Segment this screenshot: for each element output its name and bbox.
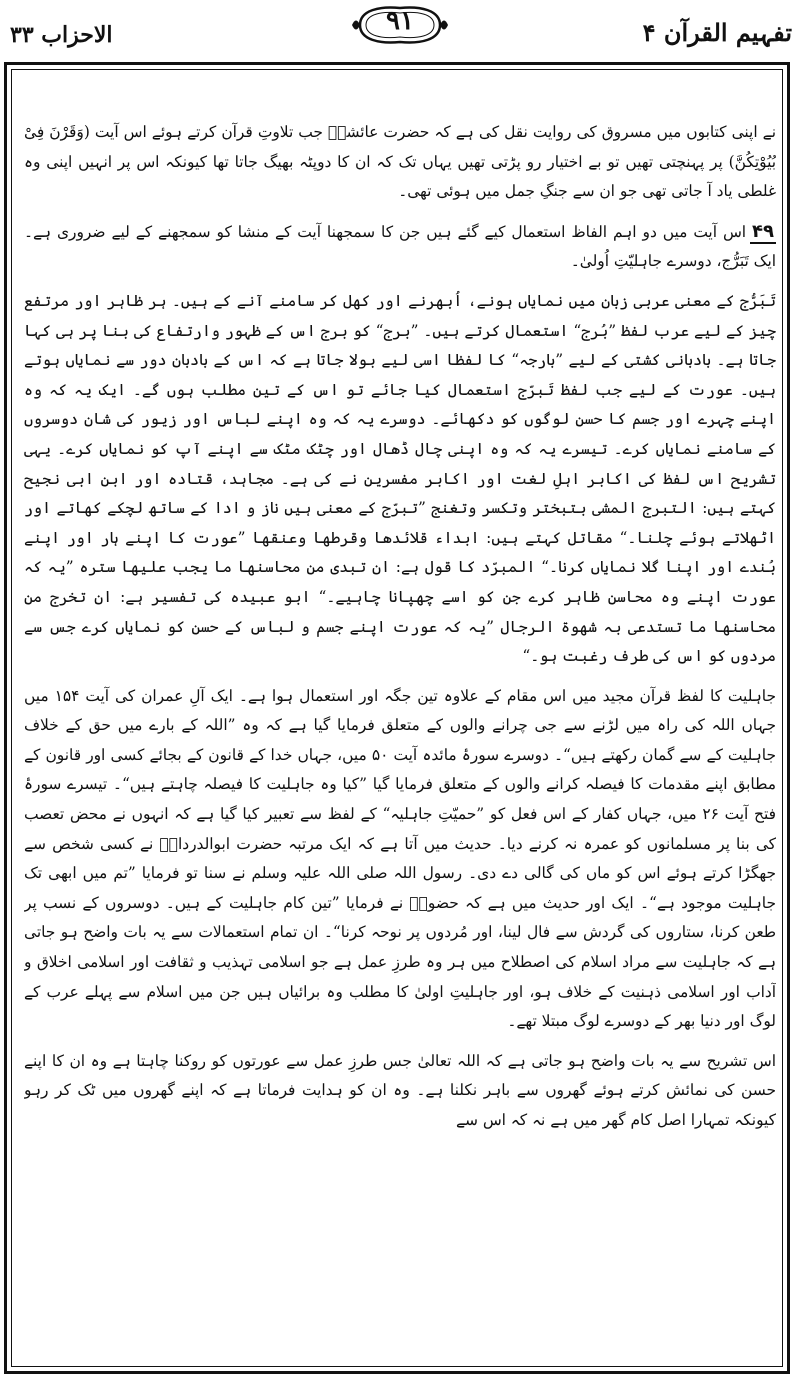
- paragraph-text: اس آیت میں دو اہم الفاظ استعمال کیے گئے ہیں جن کا سمجھنا آیت کے منشا کو سمجھنے کے لیے ضروری ہے۔ ایک تَبَرُّج، دوسرے جاہلیّتِ اُولیٰ۔: [24, 222, 776, 271]
- surah-title: الاحزاب ۳۳: [10, 22, 113, 48]
- paragraph: جاہلیت کا لفظ قرآن مجید میں اس مقام کے علاوہ تین جگہ اور استعمال ہوا ہے۔ ایک آلِ عمران کی آیت ۱۵۴ میں جہاں اللہ کی راہ میں لڑنے سے جی چرانے والوں کے متعلق فرمایا گیا ہے کہ وہ ”اللہ کے بارے میں حق کے خلاف جاہلیت کے سے گمان رکھتے ہیں“۔ دوسرے سورۂ مائدہ آیت ۵۰ میں، جہاں خدا کے قانون کے بجائے کسی اور قانون کے مطابق اپنے مقدمات کا فیصلہ کرانے والوں کے متعلق فرمایا گیا ”کیا وہ جاہلیت کا فیصلہ چاہتے ہیں“۔ تیسرے سورۂ فتح آیت ۲۶ میں، جہاں کفار کے اس فعل کو ”حمیّتِ جاہلیہ“ کے لفظ سے تعبیر کیا گیا ہے کہ انہوں نے محض تعصب کی بنا پر مسلمانوں کو عمرہ نہ کرنے دیا۔ حدیث میں آتا ہے کہ ایک مرتبہ حضرت ابوالدرداءؓ نے کسی شخص سے جھگڑا کرتے ہوئے اس کو ماں کی گالی دے دی۔ رسول اللہ صلی اللہ علیہ وسلم نے سنا تو فرمایا ”تم میں ابھی تک جاہلیت موجود ہے“۔ ایک اور حدیث میں ہے کہ حضورؐ نے فرمایا ”تین کام جاہلیت کے ہیں۔ دوسروں کے نسب پر طعن کرنا، ستاروں کی گردش سے فال لینا، اور مُردوں پر نوحہ کرنا“۔ ان تمام استعمالات سے یہ بات واضح ہو جاتی ہے کہ جاہلیت سے مراد اسلام کی اصطلاح میں ہر وہ طرزِ عمل ہے جو اسلامی تہذیب و ثقافت اور اسلامی اخلاق و آداب اور اسلامی ذہنیت کے خلاف ہو، اور جاہلیتِ اولیٰ کا مطلب وہ برائیاں ہیں جن میں اسلام سے پہلے عرب کے لوگ اور دنیا بھر کے دوسرے لوگ مبتلا تھے۔: [24, 686, 776, 1031]
- paragraph: نے اپنی کتابوں میں مسروق کی روایت نقل کی ہے کہ حضرت عائشہؓ جب تلاوتِ قرآن کرتے ہوئے اس آیت (وَقَرْنَ فِیْ بُیُوْتِکُنَّ) پر پہنچتی تھیں تو بے اختیار رو پڑتی تھیں یہاں تک کہ ان کا دوپٹہ بھیگ جاتا تھا کیونکہ اس پر انہیں اپنی وہ غلطی یاد آ جاتی تھی جو ان سے جنگِ جمل میں ہوئی تھی۔: [24, 123, 776, 201]
- footnote-number: ۴۹: [752, 220, 774, 242]
- paragraph-with-note: [24, 217, 776, 277]
- paragraph: تَبَرُّج کے معنی عربی زبان میں نمایاں ہونے، اُبھرنے اور کھل کر سامنے آنے کے ہیں۔ ہر ظاہر اور مرتفع چیز کے لیے عرب لفظ ”بُرج“ استعمال کرتے ہیں۔ ”برج“ کو برج اس کے ظہور وارتفاع کی بنا پر ہی کہا جاتا ہے۔ بادبانی کشتی کے لیے ”بارجہ“ کا لفظا اسی لیے بولا جاتا ہے کہ اس کے بادبان دور سے نمایاں ہوتے ہیں۔ عورت کے لیے جب لفظ تَبرّج استعمال کیا جائے تو اس کے تین مطلب ہوں گے۔ ایک یہ کہ وہ اپنے چہرے اور جسم کا حسن لوگوں کو دکھائے۔ دوسرے یہ کہ وہ اپنے لباس اور زیور کی شان دوسروں کے سامنے نمایاں کرے۔ تیسرے یہ کہ وہ اپنی چال ڈھال اور چٹک مٹک سے اپنے آپ کو نمایاں کرے۔ یہی تشریح اس لفظ کی اکابر اہلِ لغت اور اکابر مفسرین نے کی ہے۔ مجاہد، قتادہ اور ابن ابی نجیح کہتے ہیں: التبرج المشی بتبختر وتکسر وتغنج ”تبرّج کے معنی ہیں ناز و ادا کے ساتھ لچکے کھاتے اور اٹھلاتے ہوئے چلنا۔“ مقاتل کہتے ہیں: ابداء قلائدھا وقرطھا وعنقھا ”عورت کا اپنے ہار اور اپنے بُندے اور اپنا گلا نمایاں کرنا۔“ المبرّد کا قول ہے: ان تبدی من محاسنھا ما یجب علیھا سترہ ”یہ کہ عورت اپنے وہ محاسن ظاہر کرے جن کو اسے چھپانا چاہیے۔“ ابو عبیدہ کی تفسیر ہے: ان تخرج من محاسنھا ما تستدعی بہ شھوۃ الرجال ”یہ کہ عورت اپنے جسم و لباس کے حسن کو نمایاں کرے جس سے مردوں کو اس کی طرف رغبت ہو۔“: [24, 291, 776, 666]
- page-number: ۹۱: [386, 6, 414, 36]
- paragraph: اس تشریح سے یہ بات واضح ہو جاتی ہے کہ اللہ تعالیٰ جس طرزِ عمل سے عورتوں کو روکنا چاہتا ہے وہ ان کا اپنے حسن کی نمائش کرتے ہوئے گھروں سے باہر نکلنا ہے۔ وہ ان کو ہدایت فرماتا ہے کہ اپنے گھروں میں ٹک کر رہو کیونکہ تمہارا اصل کام گھر میں ہے نہ کہ اس سے: [24, 1051, 776, 1129]
- book-title: تفہیم القرآن ۴: [642, 18, 792, 47]
- page-header: [0, 0, 800, 60]
- page-text: [24, 118, 776, 1368]
